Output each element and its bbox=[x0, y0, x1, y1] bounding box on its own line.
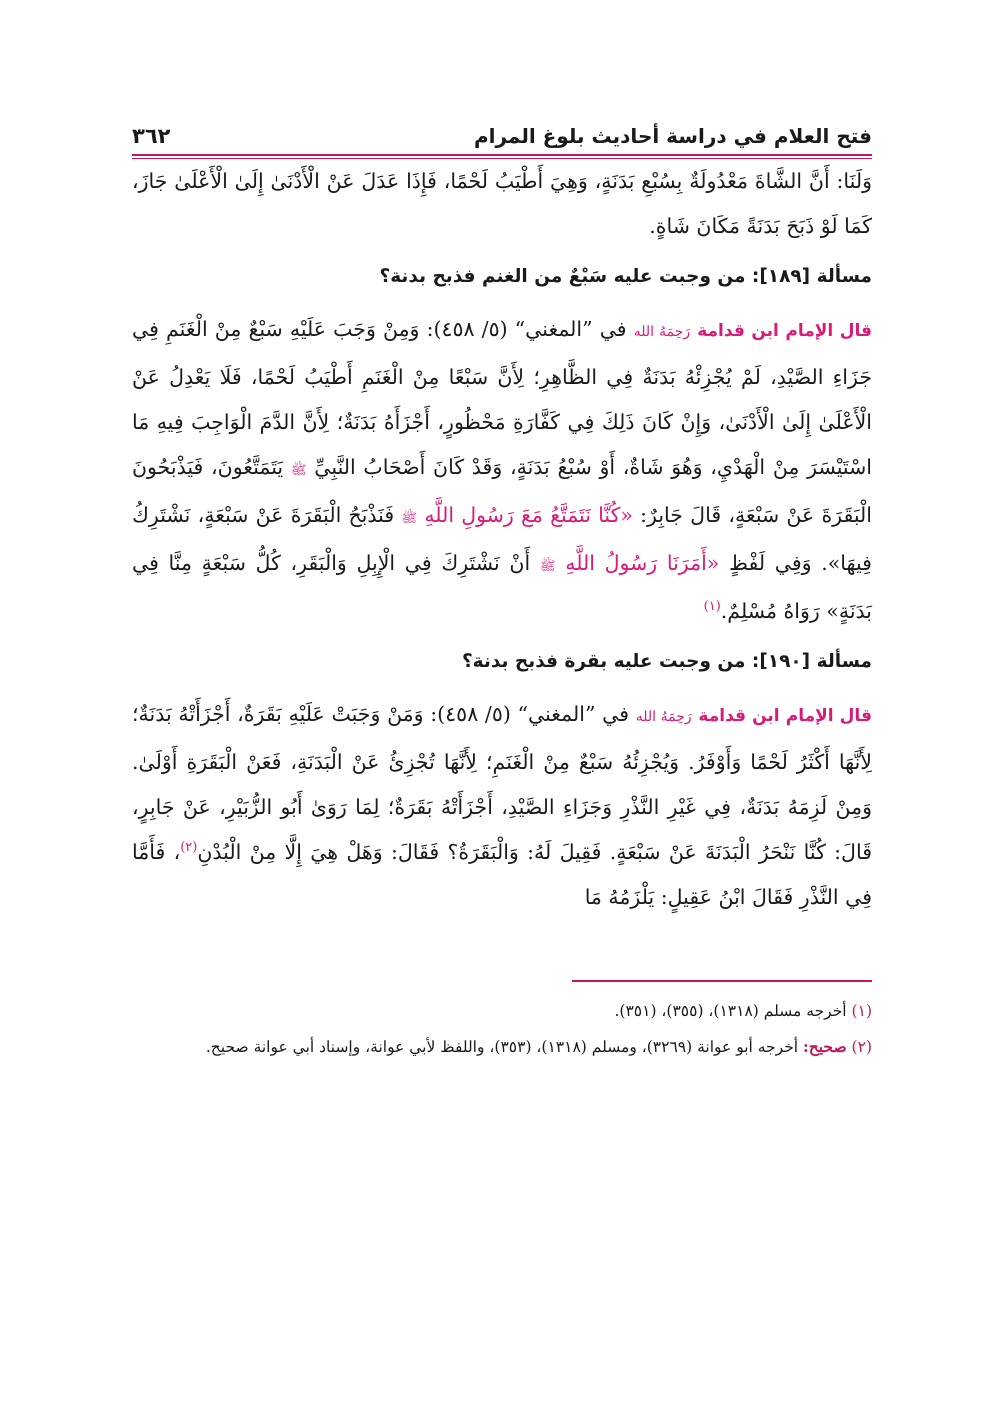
issue-190 bbox=[132, 646, 872, 920]
hadith-quote-cont: فَنَذْبَحُ الْبَقَرَةَ عَنْ سَبْعَةٍ، نَشْتَرِكُ فِيهَا». bbox=[132, 503, 872, 575]
issue-body bbox=[132, 307, 872, 634]
book-title: فتح العلام في دراسة أحاديث بلوغ المرام bbox=[473, 124, 872, 148]
honorific: رَحِمَهُ الله bbox=[635, 709, 692, 725]
footnote-text: أخرجه مسلم (١٣١٨)، (٣٥٥)، (٣٥١). bbox=[614, 1002, 847, 1020]
speaker-name: قال الإمام ابن قدامة bbox=[698, 706, 872, 726]
footnote-ref[interactable]: (١) bbox=[703, 599, 721, 615]
footnotes bbox=[132, 996, 872, 1062]
footnote-text: أخرجه أبو عوانة (٣٢٦٩)، ومسلم (١٣١٨)، (٣٥٣)، واللفظ لأبي عوانة، وإسناد أبي عوانة صحيح. bbox=[205, 1038, 799, 1056]
issue-question: : من وجبت عليه سَبْعٌ من الغنم فذبح بدنة؟ bbox=[379, 266, 760, 287]
running-header bbox=[132, 118, 872, 148]
continuation-paragraph: وَلَنَا: أَنَّ الشَّاةَ مَعْدُولَةٌ بِسُبْعِ بَدَنَةٍ، وَهِيَ أَطْيَبُ لَحْمًا، فَإِذَا عَدَلَ عَنْ الْأَدْنَىٰ إِلَىٰ الْأَعْلَىٰ جَازَ، كَمَا لَوْ ذَبَحَ بَدَنَةً مَكَانَ شَاةٍ. bbox=[132, 169, 872, 238]
footnote-item bbox=[132, 1032, 872, 1062]
footnote-number: (١) bbox=[851, 1002, 872, 1020]
issue-title bbox=[132, 261, 872, 293]
body-text: وَمَنْ وَجَبَتْ عَلَيْهِ بَقَرَةٌ، أَجْزَأَتْهُ بَدَنَةٌ؛ لِأَنَّهَا أَكْثَرُ لَحْمًا وَأَوْفَرُ. وَيُجْزِئُهُ سَبْعٌ مِنْ الْغَنَمِ؛ لِأَنَّهَا تُجْزِئُ عَنْ الْبَدَنَةِ، فَعَنْ الْبَقَرَةِ أَوْلَىٰ. وَمِنْ لَزِمَهُ بَدَنَةٌ، فِي غَيْرِ النَّذْرِ وَجَزَاءِ الصَّيْدِ، أَجْزَأَتْهُ بَقَرَةٌ؛ لِمَا رَوَىٰ أَبُو الزُّبَيْرِ، عَنْ جَابِرٍ، قَالَ: كُنَّا نَنْحَرُ الْبَدَنَةَ عَنْ سَبْعَةٍ. فَقِيلَ لَهُ: وَالْبَقَرَةُ؟ فَقَالَ: وَهَلْ هِيَ إِلَّا مِنْ الْبُدْنِ bbox=[132, 702, 872, 864]
footnote-ref[interactable]: (٢) bbox=[180, 840, 198, 856]
body-text: يَتَمَتَّعُونَ، فَيَذْبَحُونَ الْبَقَرَةَ عَنْ سَبْعَةٍ، قَالَ جَابِرٌ: bbox=[132, 455, 872, 527]
honorific: رَحِمَهُ الله bbox=[633, 324, 691, 340]
hadith-quote: «أَمَرَنَا رَسُولُ اللَّهِ bbox=[565, 551, 720, 575]
source-citation: في ”المغني“ (٥/ ٤٥٨): bbox=[430, 702, 630, 726]
header-rule bbox=[132, 154, 872, 156]
footnote-rule bbox=[572, 980, 872, 982]
issue-189 bbox=[132, 261, 872, 634]
salla-glyph: ﷺ bbox=[539, 559, 556, 574]
body-text: ، فَأَمَّا فِي النَّذْرِ فَقَالَ ابْنُ عَقِيلٍ: يَلْزَمُهُ مَا bbox=[132, 840, 872, 909]
issue-question: : من وجبت عليه بقرة فذبح بدنة؟ bbox=[461, 651, 760, 672]
body-text: وَمِنْ وَجَبَ عَلَيْهِ سَبْعٌ مِنْ الْغَنَمِ فِي جَزَاءِ الصَّيْدِ، لَمْ يُجْزِئْهُ بَدَنَةٌ فِي الظَّاهِرِ؛ لِأَنَّ سَبْعًا مِنْ الْغَنَمِ أَطْيَبُ لَحْمًا، فَلَا يَعْدِلُ عَنْ الْأَعْلَىٰ إِلَىٰ الْأَدْنَىٰ، وَإِنْ كَانَ ذَلِكَ فِي كَفَّارَةِ مَحْظُورٍ، أَجْزَأَهُ بَدَنَةٌ؛ لِأَنَّ الدَّمَ الْوَاجِبَ فِيهِ مَا اسْتَيْسَرَ مِنْ الْهَدْيِ، وَهُوَ شَاةٌ، أَوْ سُبْعُ بَدَنَةٍ، وَقَدْ كَانَ أَصْحَابُ النَّبِيِّ bbox=[132, 317, 872, 479]
salla-glyph: ﷺ bbox=[401, 511, 418, 526]
body-text: وَفِي لَفْظٍ bbox=[728, 551, 812, 575]
footnote-grade: صحيح: bbox=[803, 1037, 847, 1056]
footnote-number: (٢) bbox=[851, 1038, 872, 1056]
issue-title bbox=[132, 646, 872, 678]
hadith-quote-cont: أَنْ نَشْتَرِكَ فِي الْإِبِلِ وَالْبَقَرِ، كُلُّ سَبْعَةٍ مِنَّا فِي بَدَنَةٍ» bbox=[132, 551, 872, 623]
footnote-item bbox=[132, 996, 872, 1026]
issue-label: مسألة bbox=[816, 651, 872, 672]
hadith-quote: «كُنَّا نَتَمَتَّعُ مَعَ رَسُولِ اللَّهِ bbox=[424, 503, 633, 527]
speaker-name: قال الإمام ابن قدامة bbox=[697, 321, 872, 341]
issue-number: [١٨٩] bbox=[759, 266, 811, 287]
book-page bbox=[132, 118, 872, 1068]
page-number: ٣٦٢ bbox=[132, 124, 171, 148]
issue-number: [١٩٠] bbox=[759, 651, 811, 672]
issue-label: مسألة bbox=[816, 266, 872, 287]
salla-glyph: ﷺ bbox=[290, 463, 307, 478]
source-citation: في ”المغني“ (٥/ ٤٥٨): bbox=[426, 317, 627, 341]
issue-body bbox=[132, 692, 872, 920]
body-text: رَوَاهُ مُسْلِمٌ. bbox=[720, 599, 820, 623]
